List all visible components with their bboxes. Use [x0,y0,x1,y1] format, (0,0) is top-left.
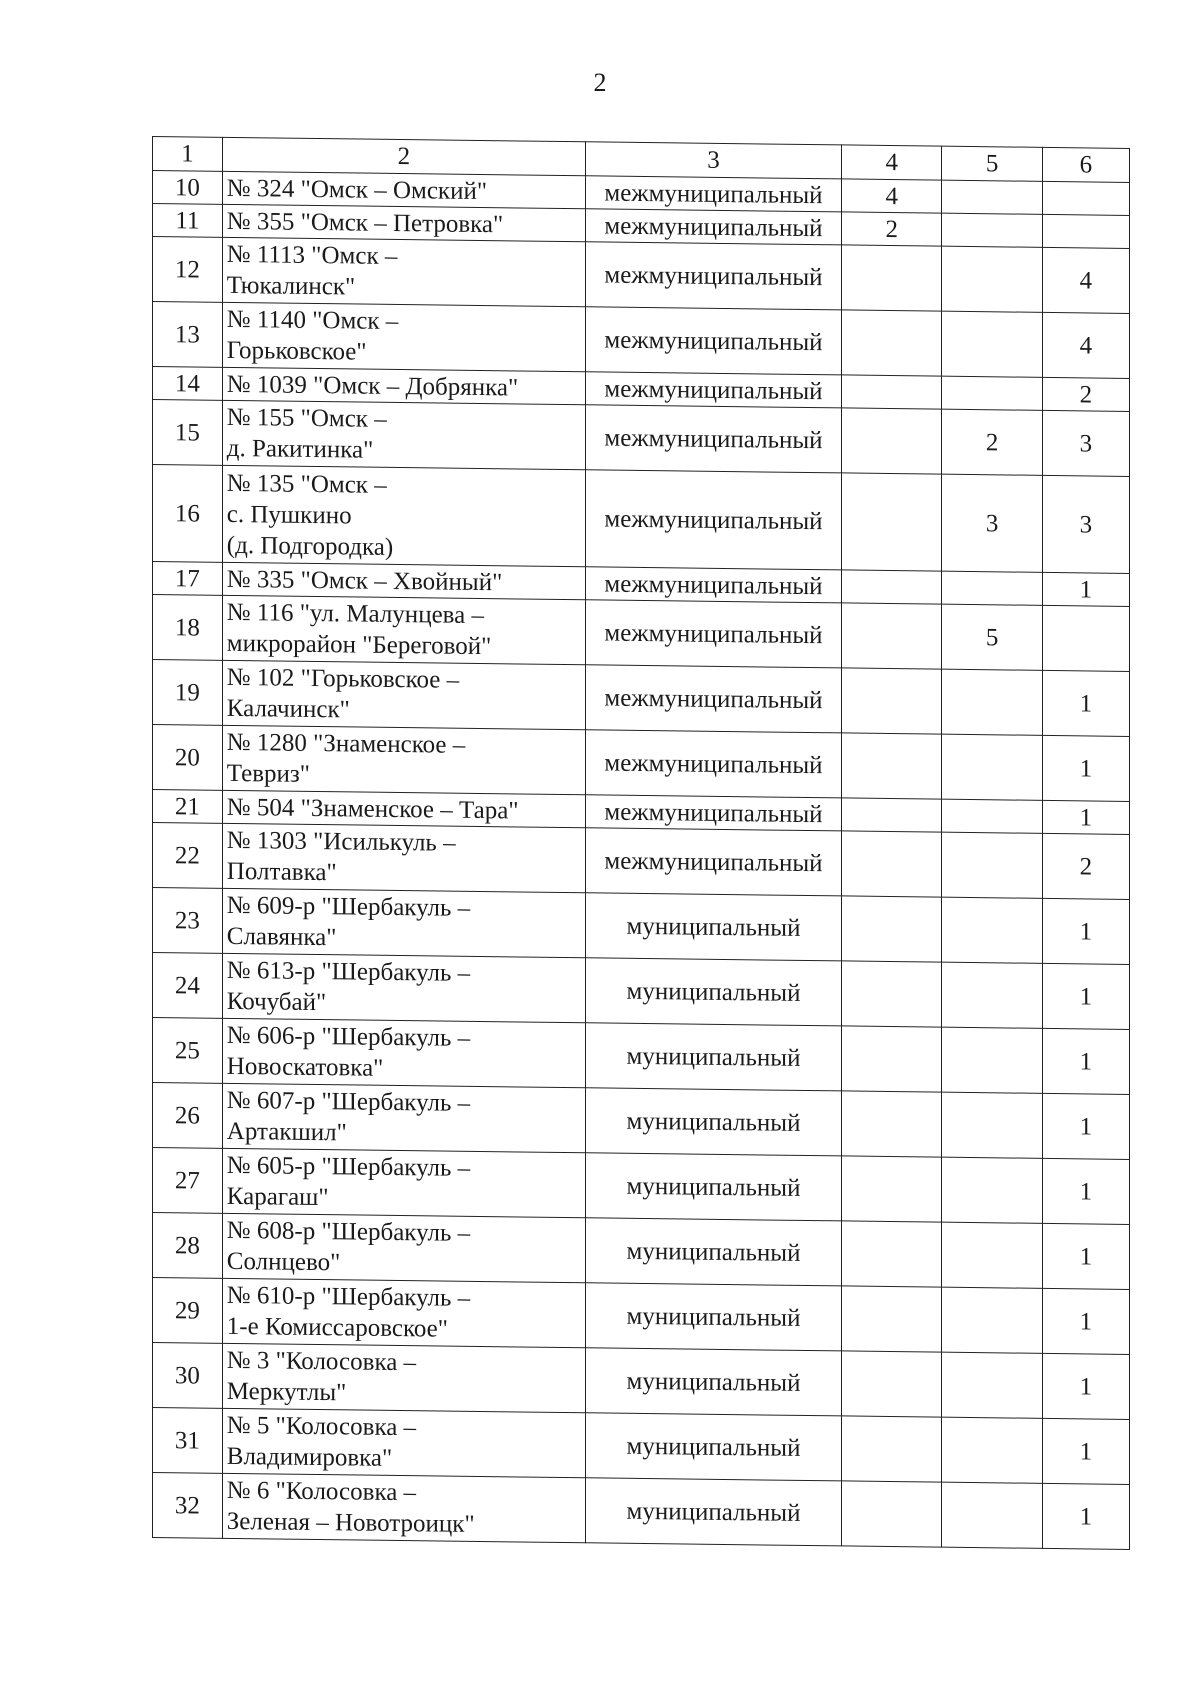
column-4-cell [842,1026,942,1092]
column-4-cell [842,375,942,409]
header-cell: 1 [153,137,223,172]
route-name-cell [222,302,585,371]
route-type-cell: межмуниципальный [585,567,841,603]
row-number-cell: 32 [153,1473,223,1539]
route-name-line: № 355 "Омск – Петровка" [226,207,504,238]
route-name-line: Горьковское" [226,336,367,366]
column-6-cell: 1 [1042,800,1129,834]
route-name-cell [222,1018,585,1087]
column-6-cell: 1 [1042,572,1129,606]
route-name-line: д. Ракитинка" [226,434,374,464]
row-number-cell: 12 [153,237,223,303]
route-type-cell: межмуниципальный [585,665,841,733]
route-type-cell: межмуниципальный [585,470,841,570]
column-5-cell [942,734,1042,800]
route-name-cell [222,465,585,566]
column-4-cell [842,896,942,962]
header-cell: 5 [942,146,1042,181]
column-6-cell [1042,605,1129,671]
table-row [153,1148,1130,1225]
route-name-line: Артакшил" [226,1117,347,1147]
header-cell: 4 [842,145,942,180]
route-name-line: Тевриз" [226,759,310,788]
column-6-cell: 1 [1042,1223,1129,1289]
route-name-cell [222,953,585,1022]
route-name-line: № 116 "ул. Малунцева – [226,598,484,630]
route-name-line: № 605-р "Шербакуль – [226,1151,471,1182]
route-name-cell [222,790,585,827]
table-row [153,660,1130,737]
row-number-cell: 22 [153,823,223,889]
table-row [153,953,1130,1030]
header-cell: 2 [222,137,585,175]
route-name-line: № 1303 "Исилькуль – [226,826,456,857]
column-5-cell [942,832,1042,898]
row-number-cell: 17 [153,562,223,596]
column-5-cell [942,1352,1042,1418]
route-name-cell [222,888,585,957]
column-4-cell [842,310,942,376]
route-type-cell: межмуниципальный [585,307,841,375]
table-row [153,237,1130,314]
column-5-cell [942,669,1042,735]
routes-table [152,136,1130,1550]
route-name-line: № 1280 "Знаменское – [226,728,466,759]
column-4-cell [842,831,942,897]
column-6-cell: 1 [1042,898,1129,964]
route-name-cell [222,1343,585,1412]
route-name-cell [222,595,585,664]
route-type-cell: межмуниципальный [585,372,841,408]
route-type-cell: межмуниципальный [585,828,841,896]
route-name-line: № 155 "Омск – [226,403,387,433]
route-name-cell [222,660,585,729]
table-row [153,1278,1130,1355]
column-6-cell: 1 [1042,1483,1129,1549]
column-6-cell: 3 [1042,475,1129,573]
row-number-cell: 27 [153,1148,223,1214]
column-5-cell [942,1092,1042,1158]
table-row [153,302,1130,379]
column-6-cell: 2 [1042,377,1129,411]
column-5-cell [942,571,1042,605]
column-5-cell [942,180,1042,214]
row-number-cell: 11 [153,204,223,238]
route-type-cell: муниципальный [585,1348,841,1416]
column-5-cell: 3 [942,474,1042,572]
table-row [153,400,1130,477]
column-4-cell [842,603,942,669]
column-6-cell: 1 [1042,1418,1129,1484]
table-row [153,1083,1130,1160]
route-name-line: Кочубай" [226,987,327,1017]
row-number-cell: 29 [153,1278,223,1344]
column-4-cell [842,1351,942,1417]
row-number-cell: 23 [153,888,223,954]
column-6-cell: 1 [1042,1093,1129,1159]
table-body [153,137,1130,1550]
page-number: 2 [593,68,607,97]
column-6-cell: 4 [1042,312,1129,378]
route-name-line: № 3 "Колосовка – [226,1346,417,1377]
column-5-cell [942,1222,1042,1288]
route-name-line: № 608-р "Шербакуль – [226,1216,471,1247]
route-name-line: Тюкалинск" [226,271,356,301]
row-number-cell: 14 [153,367,223,401]
column-5-cell [942,897,1042,963]
column-6-cell: 3 [1042,410,1129,476]
route-name-cell [222,204,585,241]
route-type-cell: межмуниципальный [585,600,841,668]
route-name-cell [222,562,585,599]
route-name-line: Карагаш" [226,1182,329,1212]
column-5-cell: 5 [942,604,1042,670]
column-4-cell [842,570,942,604]
route-name-line: (д. Подгородка) [226,531,394,561]
column-6-cell: 1 [1042,1028,1129,1094]
route-name-line: № 6 "Колосовка – [226,1476,417,1507]
column-4-cell [842,1286,942,1352]
route-name-cell [222,1408,585,1477]
route-name-line: № 5 "Колосовка – [226,1411,417,1442]
table-row [153,1343,1130,1420]
route-name-cell [222,725,585,794]
route-name-line: Новоскатовка" [226,1052,384,1082]
table-row [153,1408,1130,1485]
route-name-line: № 613-р "Шербакуль – [226,956,471,987]
column-5-cell [942,1287,1042,1353]
table-row [153,888,1130,965]
route-name-cell [222,367,585,404]
route-name-line: Полтавка" [226,857,337,887]
header-cell: 3 [585,142,841,179]
column-6-cell: 1 [1042,1353,1129,1419]
table-row [153,1018,1130,1095]
route-name-line: 1-е Комиссаровское" [226,1312,448,1343]
route-name-line: № 1039 "Омск – Добрянка" [226,370,519,401]
row-number-cell: 19 [153,660,223,726]
route-name-line: № 610-р "Шербакуль – [226,1281,471,1312]
column-4-cell [842,1221,942,1287]
column-4-cell [842,961,942,1027]
route-name-line: № 504 "Знаменское – Тара" [226,793,519,824]
route-type-cell: межмуниципальный [585,209,841,245]
route-name-line: № 1113 "Омск – [226,240,398,270]
route-type-cell: муниципальный [585,1023,841,1091]
route-name-line: микрорайон "Береговой" [226,629,492,661]
route-name-line: № 609-р "Шербакуль – [226,891,471,922]
route-name-cell [222,400,585,469]
table-row [153,1473,1130,1550]
column-4-cell [842,668,942,734]
row-number-cell: 30 [153,1343,223,1409]
route-name-line: № 335 "Омск – Хвойный" [226,565,503,596]
column-4-cell: 4 [842,179,942,213]
route-name-cell [222,171,585,208]
route-name-line: № 324 "Омск – Омский" [226,174,488,205]
column-6-cell: 1 [1042,670,1129,736]
route-type-cell: межмуниципальный [585,176,841,212]
route-name-line: Калачинск" [226,694,350,724]
route-name-cell [222,1083,585,1152]
row-number-cell: 20 [153,725,223,791]
row-number-cell: 15 [153,400,223,466]
route-name-cell [222,237,585,306]
row-number-cell: 31 [153,1408,223,1474]
route-name-cell [222,1473,585,1542]
table-row [153,465,1130,574]
route-type-cell: межмуниципальный [585,405,841,473]
table-row [153,725,1130,802]
column-6-cell [1042,214,1129,248]
column-5-cell: 2 [942,409,1042,475]
route-type-cell: межмуниципальный [585,730,841,798]
route-name-line: Владимировка" [226,1442,393,1472]
route-type-cell: муниципальный [585,1413,841,1481]
route-name-cell [222,1213,585,1282]
route-name-line: Меркутлы" [226,1377,347,1407]
table-row [153,823,1130,900]
route-type-cell: муниципальный [585,1218,841,1286]
row-number-cell: 10 [153,171,223,205]
column-4-cell [842,1091,942,1157]
row-number-cell: 18 [153,595,223,661]
route-type-cell: муниципальный [585,1478,841,1546]
table-row [153,595,1130,672]
header-cell: 6 [1042,147,1129,182]
route-type-cell: межмуниципальный [585,242,841,310]
column-5-cell [942,1027,1042,1093]
column-5-cell [942,1482,1042,1548]
column-6-cell: 2 [1042,833,1129,899]
column-5-cell [942,962,1042,1028]
row-number-cell: 13 [153,302,223,368]
route-name-line: № 135 "Омск – [226,469,387,499]
column-6-cell [1042,181,1129,215]
row-number-cell: 21 [153,790,223,824]
route-name-cell [222,823,585,892]
column-6-cell: 1 [1042,1288,1129,1354]
column-5-cell [942,376,1042,410]
route-name-line: № 102 "Горьковское – [226,663,460,694]
route-name-line: с. Пушкино [226,500,352,529]
route-name-line: № 606-р "Шербакуль – [226,1021,471,1052]
column-5-cell [942,246,1042,312]
column-4-cell [842,1481,942,1547]
column-4-cell [842,473,942,571]
table-row [153,1213,1130,1290]
row-number-cell: 24 [153,953,223,1019]
route-name-line: Славянка" [226,922,337,952]
column-5-cell [942,213,1042,247]
column-6-cell: 1 [1042,963,1129,1029]
route-name-cell [222,1278,585,1347]
row-number-cell: 26 [153,1083,223,1149]
column-5-cell [942,1417,1042,1483]
column-5-cell [942,1157,1042,1223]
column-6-cell: 1 [1042,735,1129,801]
route-type-cell: муниципальный [585,893,841,961]
column-5-cell [942,311,1042,377]
column-4-cell: 2 [842,212,942,246]
route-type-cell: муниципальный [585,958,841,1026]
column-4-cell [842,245,942,311]
column-6-cell: 1 [1042,1158,1129,1224]
route-type-cell: муниципальный [585,1088,841,1156]
row-number-cell: 25 [153,1018,223,1084]
column-5-cell [942,799,1042,833]
column-6-cell: 4 [1042,247,1129,313]
route-name-line: Солнцево" [226,1247,341,1277]
route-name-line: Зеленая – Новотроицк" [226,1507,475,1538]
route-type-cell: межмуниципальный [585,795,841,831]
column-4-cell [842,1416,942,1482]
row-number-cell: 16 [153,465,223,563]
route-name-cell [222,1148,585,1217]
route-type-cell: муниципальный [585,1153,841,1221]
column-4-cell [842,733,942,799]
column-4-cell [842,408,942,474]
route-name-line: № 1140 "Омск – [226,305,399,336]
route-name-line: № 607-р "Шербакуль – [226,1086,471,1117]
column-4-cell [842,798,942,832]
route-type-cell: муниципальный [585,1283,841,1351]
row-number-cell: 28 [153,1213,223,1279]
column-4-cell [842,1156,942,1222]
